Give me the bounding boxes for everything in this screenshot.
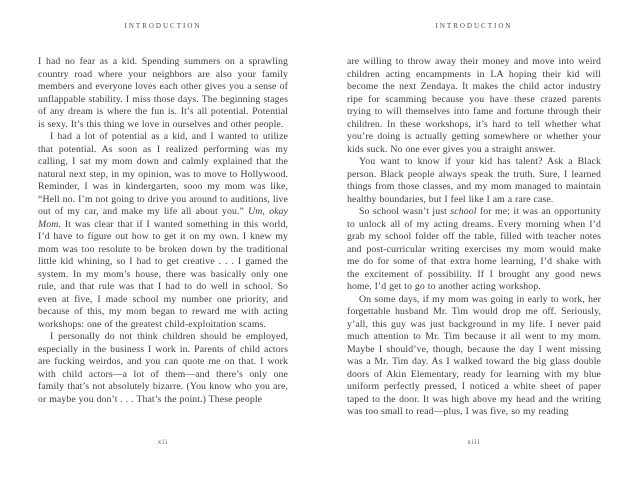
right-page-body	[347, 56, 601, 419]
page-number-left: xii	[157, 438, 169, 446]
paragraph: I personally do not think children should be employed, especially in the business I work in. Parents of child actors are fucking weirdos, and you can quote me on that. I work with child actors—a lot of them—and there’s only one family that’s not absolutely bizarre. (You know who you are, or maybe you don’t . . . That’s the point.) These people	[38, 331, 288, 405]
left-page-body	[38, 56, 288, 406]
paragraph: are willing to throw away their money and move into weird children acting encampments in LA hoping their kid will become the next Zendaya. It makes the child actor industry ripe for scamming because you have these crazed parents trying to will themselves into fame and fortune through their children. In these workshops, it’s hard to tell whether what you’re doing is actually getting somewhere or whether your kids suck. No one ever gives you a straight answer.	[347, 56, 601, 155]
paragraph: I had no fear as a kid. Spending summers on a sprawling country road where your neighbors are also your family members and everyone loves each other gives you a sense of unflappable stability. I miss those days. The beginning stages of any dream is where the fun is. It’s all potential. Potential is sexy. It’s this thing we love in ourselves and other people.	[38, 56, 288, 130]
page-number-right: xiii	[467, 438, 481, 446]
paragraph: You want to know if your kid has talent? Ask a Black person. Black people always speak the truth. Sure, I learned things from those classes, and my mom managed to maintain healthy boundaries, but I feel like I am a rare case.	[347, 156, 601, 205]
right-page	[347, 0, 601, 480]
running-header-left: INTRODUCTION	[124, 22, 202, 30]
paragraph: I had a lot of potential as a kid, and I wanted to utilize that potential. As soon as I realized performing was my calling, I sat my mom down and calmly explained that the natural next step, in my opinion, was to move to Hollywood. Reminder, I was in kindergarten, sooo my mom was like, “Hell no. I’m not going to drive you around to auditions, live out of my car, and make my life all about you.” Um, okay Mom. It was clear that if I wanted something in this world, I’d have to figure out how to get it on my own. I knew my mom was too resolute to be broken down by the traditional little kid whining, so I had to get creative . . . I gamed the system. In my mom’s house, there was basically only one rule, and that rule was that I had to do well in school. So even at five, I made school my number one priority, and because of this, my mom began to reward me with acting workshops: one of the greatest child-exploitation scams.	[38, 131, 288, 330]
running-header-right: INTRODUCTION	[435, 22, 513, 30]
left-page	[38, 0, 288, 480]
paragraph: So school wasn’t just school for me; it was an opportunity to unlock all of my acting dreams. Every morning when I’d grab my school folder off the table, filled with teacher notes and post-curricular writing exercises my mom would make me do for some of that extra home learning, I’d shake with the excitement of possibility. If I brought any good news home, I’d get to go to another acting workshop.	[347, 206, 601, 292]
paragraph: On some days, if my mom was going in early to work, her forgettable husband Mr. Tim would drop me off. Seriously, y’all, this guy was just background in my life. I never paid much attention to Mr. Tim because it all went to my mom. Maybe I should’ve, though, because the day I went missing was a Mr. Tim day. As I walked toward the big glass double doors of Akin Elementary, ready for learning with my blue uniform perfectly pressed, I noticed a white sheet of paper taped to the door. It was high above my head and the writing was too small to read—plus, I was five, so my reading	[347, 293, 601, 417]
